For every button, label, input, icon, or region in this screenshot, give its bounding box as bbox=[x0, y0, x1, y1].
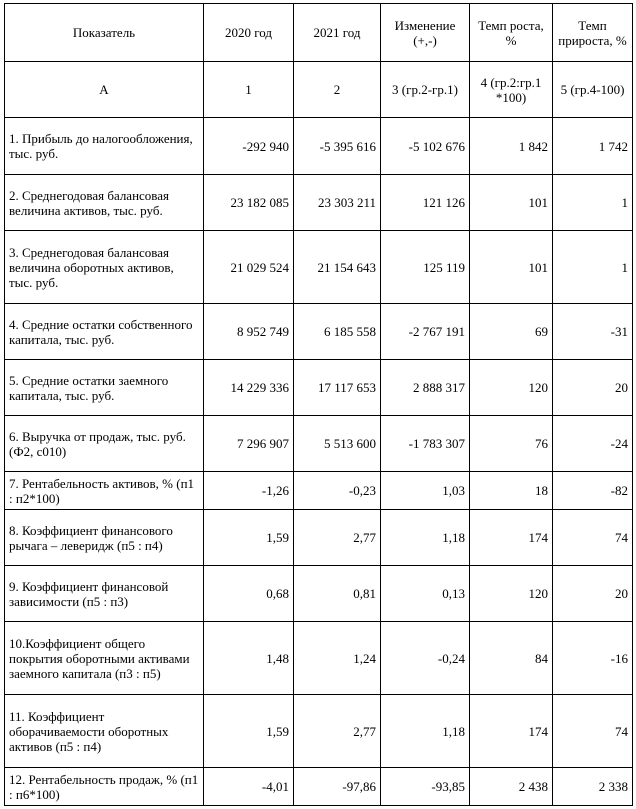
colnum-2: 2 bbox=[294, 62, 381, 118]
header-change: Изменение (+,-) bbox=[381, 4, 470, 62]
cell-2020: -292 940 bbox=[204, 118, 294, 175]
cell-2020: -1,26 bbox=[204, 472, 294, 510]
cell-increase: 20 bbox=[553, 566, 633, 622]
row-label: 4. Средние остатки собственного капитала, тыс. руб. bbox=[5, 304, 204, 360]
cell-2020: 1,59 bbox=[204, 695, 294, 768]
row-label: 9. Коэффициент финансовой зависимости (п5 : п3) bbox=[5, 566, 204, 622]
colnum-1: 1 bbox=[204, 62, 294, 118]
cell-2021: -5 395 616 bbox=[294, 118, 381, 175]
cell-2021: 17 117 653 bbox=[294, 360, 381, 416]
cell-increase: -82 bbox=[553, 472, 633, 510]
cell-2021: 23 303 211 bbox=[294, 175, 381, 231]
row-label: 5. Средние остатки заемного капитала, тыс. руб. bbox=[5, 360, 204, 416]
cell-growth: 101 bbox=[470, 231, 553, 304]
column-number-row bbox=[5, 62, 633, 118]
cell-change: 2 888 317 bbox=[381, 360, 470, 416]
row-label: 1. Прибыль до налогообложения, тыс. руб. bbox=[5, 118, 204, 175]
table-row bbox=[5, 304, 633, 360]
cell-change: 1,18 bbox=[381, 695, 470, 768]
row-label: 8. Коэффициент финансового рычага – леверидж (п5 : п4) bbox=[5, 510, 204, 566]
row-label: 10.Коэффициент общего покрытия оборотными активами заемного капитала (п3 : п5) bbox=[5, 622, 204, 695]
cell-change: 0,13 bbox=[381, 566, 470, 622]
cell-2021: -0,23 bbox=[294, 472, 381, 510]
table-row bbox=[5, 118, 633, 175]
cell-2021: 2,77 bbox=[294, 510, 381, 566]
cell-growth: 101 bbox=[470, 175, 553, 231]
cell-2020: 14 229 336 bbox=[204, 360, 294, 416]
cell-change: -93,85 bbox=[381, 768, 470, 806]
row-label: 7. Рентабельность активов, % (п1 : п2*100) bbox=[5, 472, 204, 510]
row-label: 2. Среднегодовая балансовая величина активов, тыс. руб. bbox=[5, 175, 204, 231]
header-2021: 2021 год bbox=[294, 4, 381, 62]
header-row bbox=[5, 4, 633, 62]
cell-2021: 21 154 643 bbox=[294, 231, 381, 304]
cell-growth: 2 438 bbox=[470, 768, 553, 806]
header-increase-rate: Темп прироста, % bbox=[553, 4, 633, 62]
table-row bbox=[5, 472, 633, 510]
cell-change: -2 767 191 bbox=[381, 304, 470, 360]
cell-growth: 174 bbox=[470, 510, 553, 566]
table-row bbox=[5, 360, 633, 416]
cell-2021: 0,81 bbox=[294, 566, 381, 622]
table-row bbox=[5, 695, 633, 768]
cell-2020: 23 182 085 bbox=[204, 175, 294, 231]
row-label: 11. Коэффициент оборачиваемости оборотных активов (п5 : п4) bbox=[5, 695, 204, 768]
cell-2021: -97,86 bbox=[294, 768, 381, 806]
cell-change: 1,18 bbox=[381, 510, 470, 566]
cell-increase: 74 bbox=[553, 510, 633, 566]
cell-increase: 1 bbox=[553, 175, 633, 231]
colnum-a: А bbox=[5, 62, 204, 118]
cell-2020: 7 296 907 bbox=[204, 416, 294, 472]
header-growth-rate: Темп роста, % bbox=[470, 4, 553, 62]
cell-growth: 76 bbox=[470, 416, 553, 472]
cell-change: 121 126 bbox=[381, 175, 470, 231]
cell-2020: 21 029 524 bbox=[204, 231, 294, 304]
table-row bbox=[5, 566, 633, 622]
table-row bbox=[5, 175, 633, 231]
cell-change: 1,03 bbox=[381, 472, 470, 510]
table-row bbox=[5, 416, 633, 472]
cell-growth: 1 842 bbox=[470, 118, 553, 175]
cell-increase: -24 bbox=[553, 416, 633, 472]
cell-growth: 174 bbox=[470, 695, 553, 768]
table-row bbox=[5, 622, 633, 695]
table-row bbox=[5, 768, 633, 806]
cell-increase: 74 bbox=[553, 695, 633, 768]
cell-2020: 1,59 bbox=[204, 510, 294, 566]
cell-change: 125 119 bbox=[381, 231, 470, 304]
cell-2020: 8 952 749 bbox=[204, 304, 294, 360]
colnum-3: 3 (гр.2-гр.1) bbox=[381, 62, 470, 118]
cell-increase: 20 bbox=[553, 360, 633, 416]
row-label: 6. Выручка от продаж, тыс. руб. (Ф2, с010) bbox=[5, 416, 204, 472]
colnum-4: 4 (гр.2:гр.1 *100) bbox=[470, 62, 553, 118]
cell-2021: 2,77 bbox=[294, 695, 381, 768]
cell-2020: -4,01 bbox=[204, 768, 294, 806]
cell-increase: -31 bbox=[553, 304, 633, 360]
cell-change: -0,24 bbox=[381, 622, 470, 695]
cell-growth: 18 bbox=[470, 472, 553, 510]
cell-increase: 1 742 bbox=[553, 118, 633, 175]
row-label: 12. Рентабельность продаж, % (п1 : п6*100) bbox=[5, 768, 204, 806]
cell-change: -5 102 676 bbox=[381, 118, 470, 175]
cell-growth: 69 bbox=[470, 304, 553, 360]
financial-indicators-table bbox=[4, 3, 633, 806]
cell-growth: 120 bbox=[470, 360, 553, 416]
cell-increase: 2 338 bbox=[553, 768, 633, 806]
row-label: 3. Среднегодовая балансовая величина оборотных активов, тыс. руб. bbox=[5, 231, 204, 304]
cell-2021: 5 513 600 bbox=[294, 416, 381, 472]
table-row bbox=[5, 231, 633, 304]
cell-2020: 1,48 bbox=[204, 622, 294, 695]
table-row bbox=[5, 510, 633, 566]
header-indicator: Показатель bbox=[5, 4, 204, 62]
cell-increase: -16 bbox=[553, 622, 633, 695]
colnum-5: 5 (гр.4-100) bbox=[553, 62, 633, 118]
cell-2021: 6 185 558 bbox=[294, 304, 381, 360]
cell-change: -1 783 307 bbox=[381, 416, 470, 472]
cell-growth: 120 bbox=[470, 566, 553, 622]
cell-2020: 0,68 bbox=[204, 566, 294, 622]
header-2020: 2020 год bbox=[204, 4, 294, 62]
cell-growth: 84 bbox=[470, 622, 553, 695]
cell-increase: 1 bbox=[553, 231, 633, 304]
cell-2021: 1,24 bbox=[294, 622, 381, 695]
